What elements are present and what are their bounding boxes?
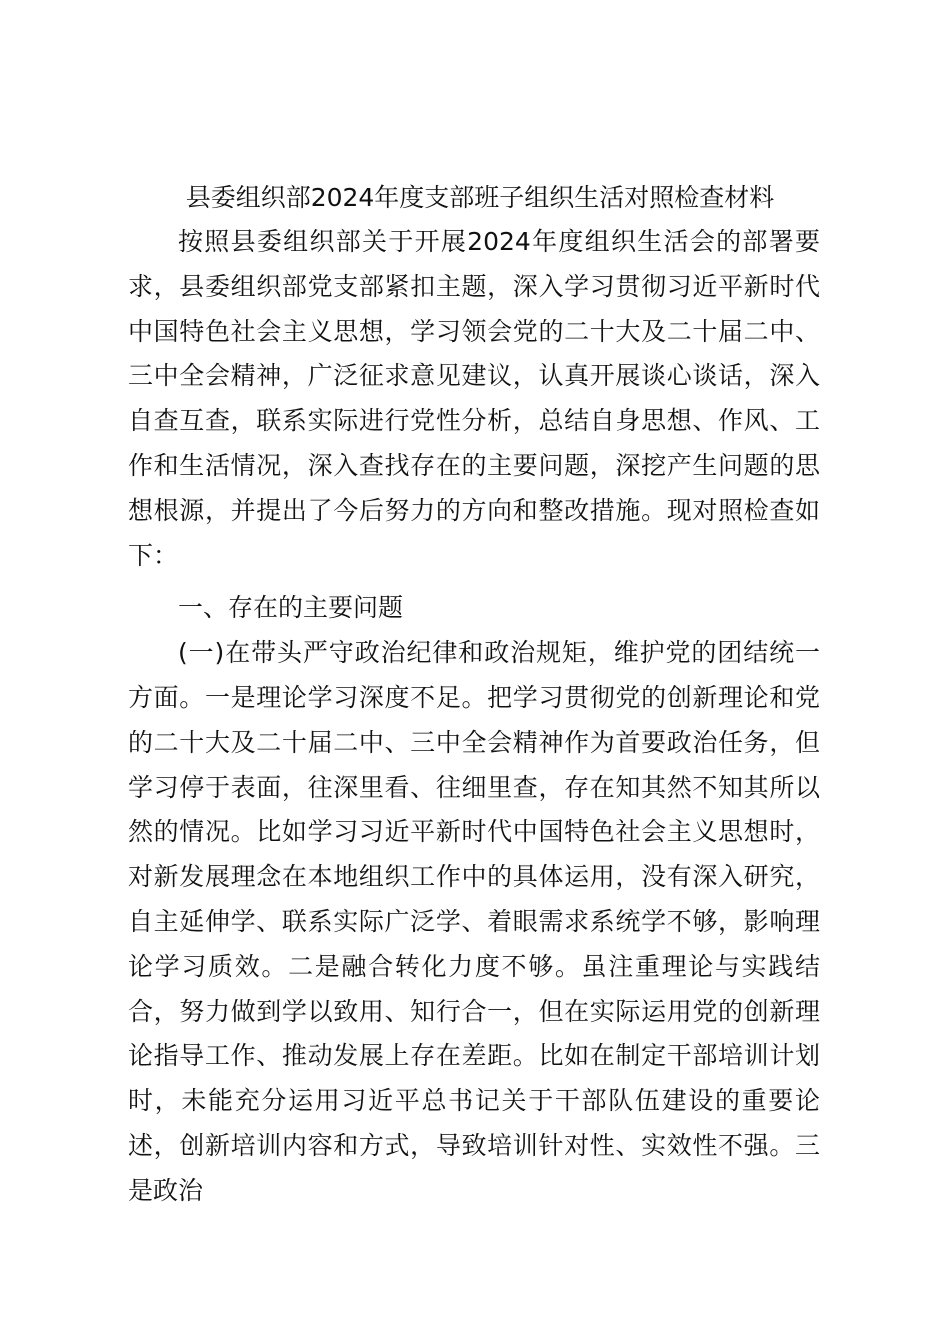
document-page	[128, 176, 820, 1214]
intro-paragraph: 按照县委组织部关于开展2024年度组织生活会的部署要求，县委组织部党支部紧扣主题，深入学习贯彻习近平新时代中国特色社会主义思想，学习领会党的二十大及二十届二中、三中全会精神，广泛征求意见建议，认真开展谈心谈话，深入自查互查，联系实际进行党性分析，总结自身思想、作风、工作和生活情况，深入查找存在的主要问题，深挖产生问题的思想根源，并提出了今后努力的方向和整改措施。现对照检查如下：	[128, 227, 820, 570]
section-body-paragraph: (一)在带头严守政治纪律和政治规矩，维护党的团结统一方面。一是理论学习深度不足。把学习贯彻党的创新理论和党的二十大及二十届二中、三中全会精神作为首要政治任务，但学习停于表面，往深里看、往细里查，存在知其然不知其所以然的情况。比如学习习近平新时代中国特色社会主义思想时，对新发展理念在本地组织工作中的具体运用，没有深入研究，自主延伸学、联系实际广泛学、着眼需求系统学不够，影响理论学习质效。二是融合转化力度不够。虽注重理论与实践结合，努力做到学以致用、知行合一，但在实际运用党的创新理论指导工作、推动发展上存在差距。比如在制定干部培训计划时，未能充分运用习近平总书记关于干部队伍建设的重要论述，创新培训内容和方式，导致培训针对性、实效性不强。三是政治	[128, 638, 820, 1205]
section-heading: 一、存在的主要问题	[178, 593, 404, 623]
document-title: 县委组织部2024年度支部班子组织生活对照检查材料	[185, 183, 775, 212]
